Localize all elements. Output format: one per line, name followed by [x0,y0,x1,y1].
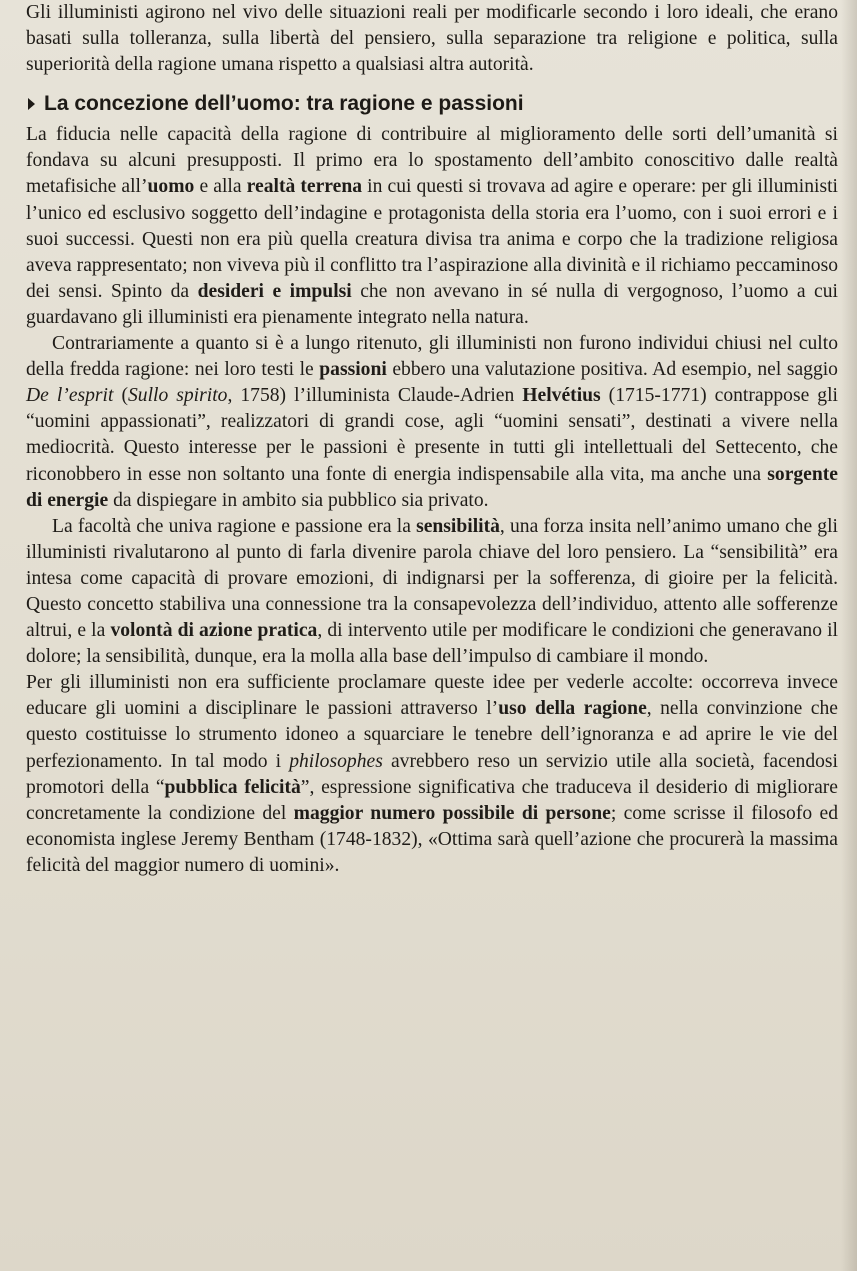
text-run: ”, espressione significativa che traduceva il desiderio di migliorare concretamente la condizione del [26,776,838,824]
bold-term: sorgente di energie [26,463,838,511]
bold-term: Helvétius [522,385,601,407]
bold-term: volontà di azione pratica [110,620,318,642]
italic-term: philosophes [289,750,383,772]
page-binding-shadow [841,0,857,1271]
text-run: Contrariamente a quanto si è a lungo ritenuto, gli illuministi non furono individui chiusi nel culto della fredda ragione: nei loro testi le [26,333,838,381]
text-run: avrebbero reso un servizio utile alla società, facendosi promotori della “ [26,750,838,798]
bold-term: pubblica felicità [164,776,301,798]
text-run: La facoltà che univa ragione e passione era la [52,515,417,537]
bold-term: maggior numero possibile di persone [293,802,611,824]
bold-term: desideri e impulsi [197,280,352,302]
paragraph-passions [26,331,838,514]
paragraph-reason-education [26,670,838,879]
text-run: , 1758) l’illuminista Claude-Adrien [227,385,523,407]
intro-paragraph: Gli illuministi agirono nel vivo delle situazioni reali per modificarle secondo i loro ideali, che erano basati sulla tolleranza, sulla libertà del pensiero, sulla separazione tra religione e politica, sulla superiorità della ragione umana rispetto a qualsiasi altra autorità. [26,2,838,76]
section-heading [26,90,838,118]
text-run: La fiducia nelle capacità della ragione di contribuire al miglioramento delle sorti dell’umanità si fondava su alcuni presupposti. Il primo era lo spostamento dell’ambito conoscitivo dalle realtà metafisiche all’ [26,124,838,198]
section-heading-text: La concezione dell’uomo: tra ragione e passioni [44,92,524,116]
italic-title: De l’esprit [26,385,114,407]
italic-title: Sullo spirito [127,385,228,407]
text-run: (1715-1771) contrappose gli “uomini appassionati”, realizzatori di grandi cose, agli “uomini sensati”, destinati a vivere nella mediocrità. Questo interesse per le passioni è presente in tutti gli intellettuali del Settecento, che riconobbero in esse non soltanto una fonte di energia indispensabile alla vita, ma anche una [26,385,838,485]
paragraph-sensibility [26,514,838,671]
text-run: , nella convinzione che questo costituisse lo strumento idoneo a squarciare le tenebre dell’ignoranza e ad aprire le vie del perfezionamento. In tal modo i [26,698,838,772]
text-run: ebbero una valutazione positiva. Ad esempio, nel saggio [386,359,838,381]
bold-term: sensibilità [416,515,500,537]
text-run: ; come scrisse il filosofo ed economista inglese Jeremy Bentham (1748-1832), «Ottima sarà quell’azione che procurerà la massima felicità del maggior numero di uomini». [26,802,838,876]
text-run: da dispiegare in ambito sia pubblico sia privato. [108,489,489,511]
text-column [26,0,838,879]
paragraph-human-conception [26,122,838,331]
text-run: in cui questi si trovava ad agire e operare: per gli illuministi l’unico ed esclusivo soggetto dell’indagine e protagonista della storia era l’uomo, con i suoi errori e i suoi successi. Questi non era più quella creatura divisa tra anima e corpo che la tradizione religiosa aveva rappresentato; non viveva più il conflitto tra l’aspirazione alla divinità e il richiamo peccaminoso dei sensi. Spinto da [26,176,838,302]
triangle-arrow-icon [28,98,35,110]
text-run: ( [113,385,128,407]
bold-term: uomo [147,176,195,198]
bold-term: passioni [319,359,387,381]
text-run: , di intervento utile per modificare le condizioni che generavano il dolore; la sensibilità, dunque, era la molla alla base dell’impulso di cambiare il mondo. [26,620,838,668]
bold-term: realtà terrena [246,176,363,198]
bold-term: uso della ragione [498,698,647,720]
text-run: e alla [194,176,247,198]
text-run: che non avevano in sé nulla di vergognoso, l’uomo a cui guardavano gli illuministi era pienamente integrato nella natura. [26,280,838,328]
text-run: , una forza insita nell’animo umano che gli illuministi rivalutarono al punto di farla divenire parola chiave del loro pensiero. La “sensibilità” era intesa come capacità di provare emozioni, di indignarsi per la sofferenza, di gioire per la felicità. Questo concetto stabiliva una connessione tra la consapevolezza dell’individuo, attento alle sofferenze altrui, e la [26,515,838,642]
text-run: Per gli illuministi non era sufficiente proclamare queste idee per vederle accolte: occorreva invece educare gli uomini a disciplinare le passioni attraverso l’ [26,672,838,720]
